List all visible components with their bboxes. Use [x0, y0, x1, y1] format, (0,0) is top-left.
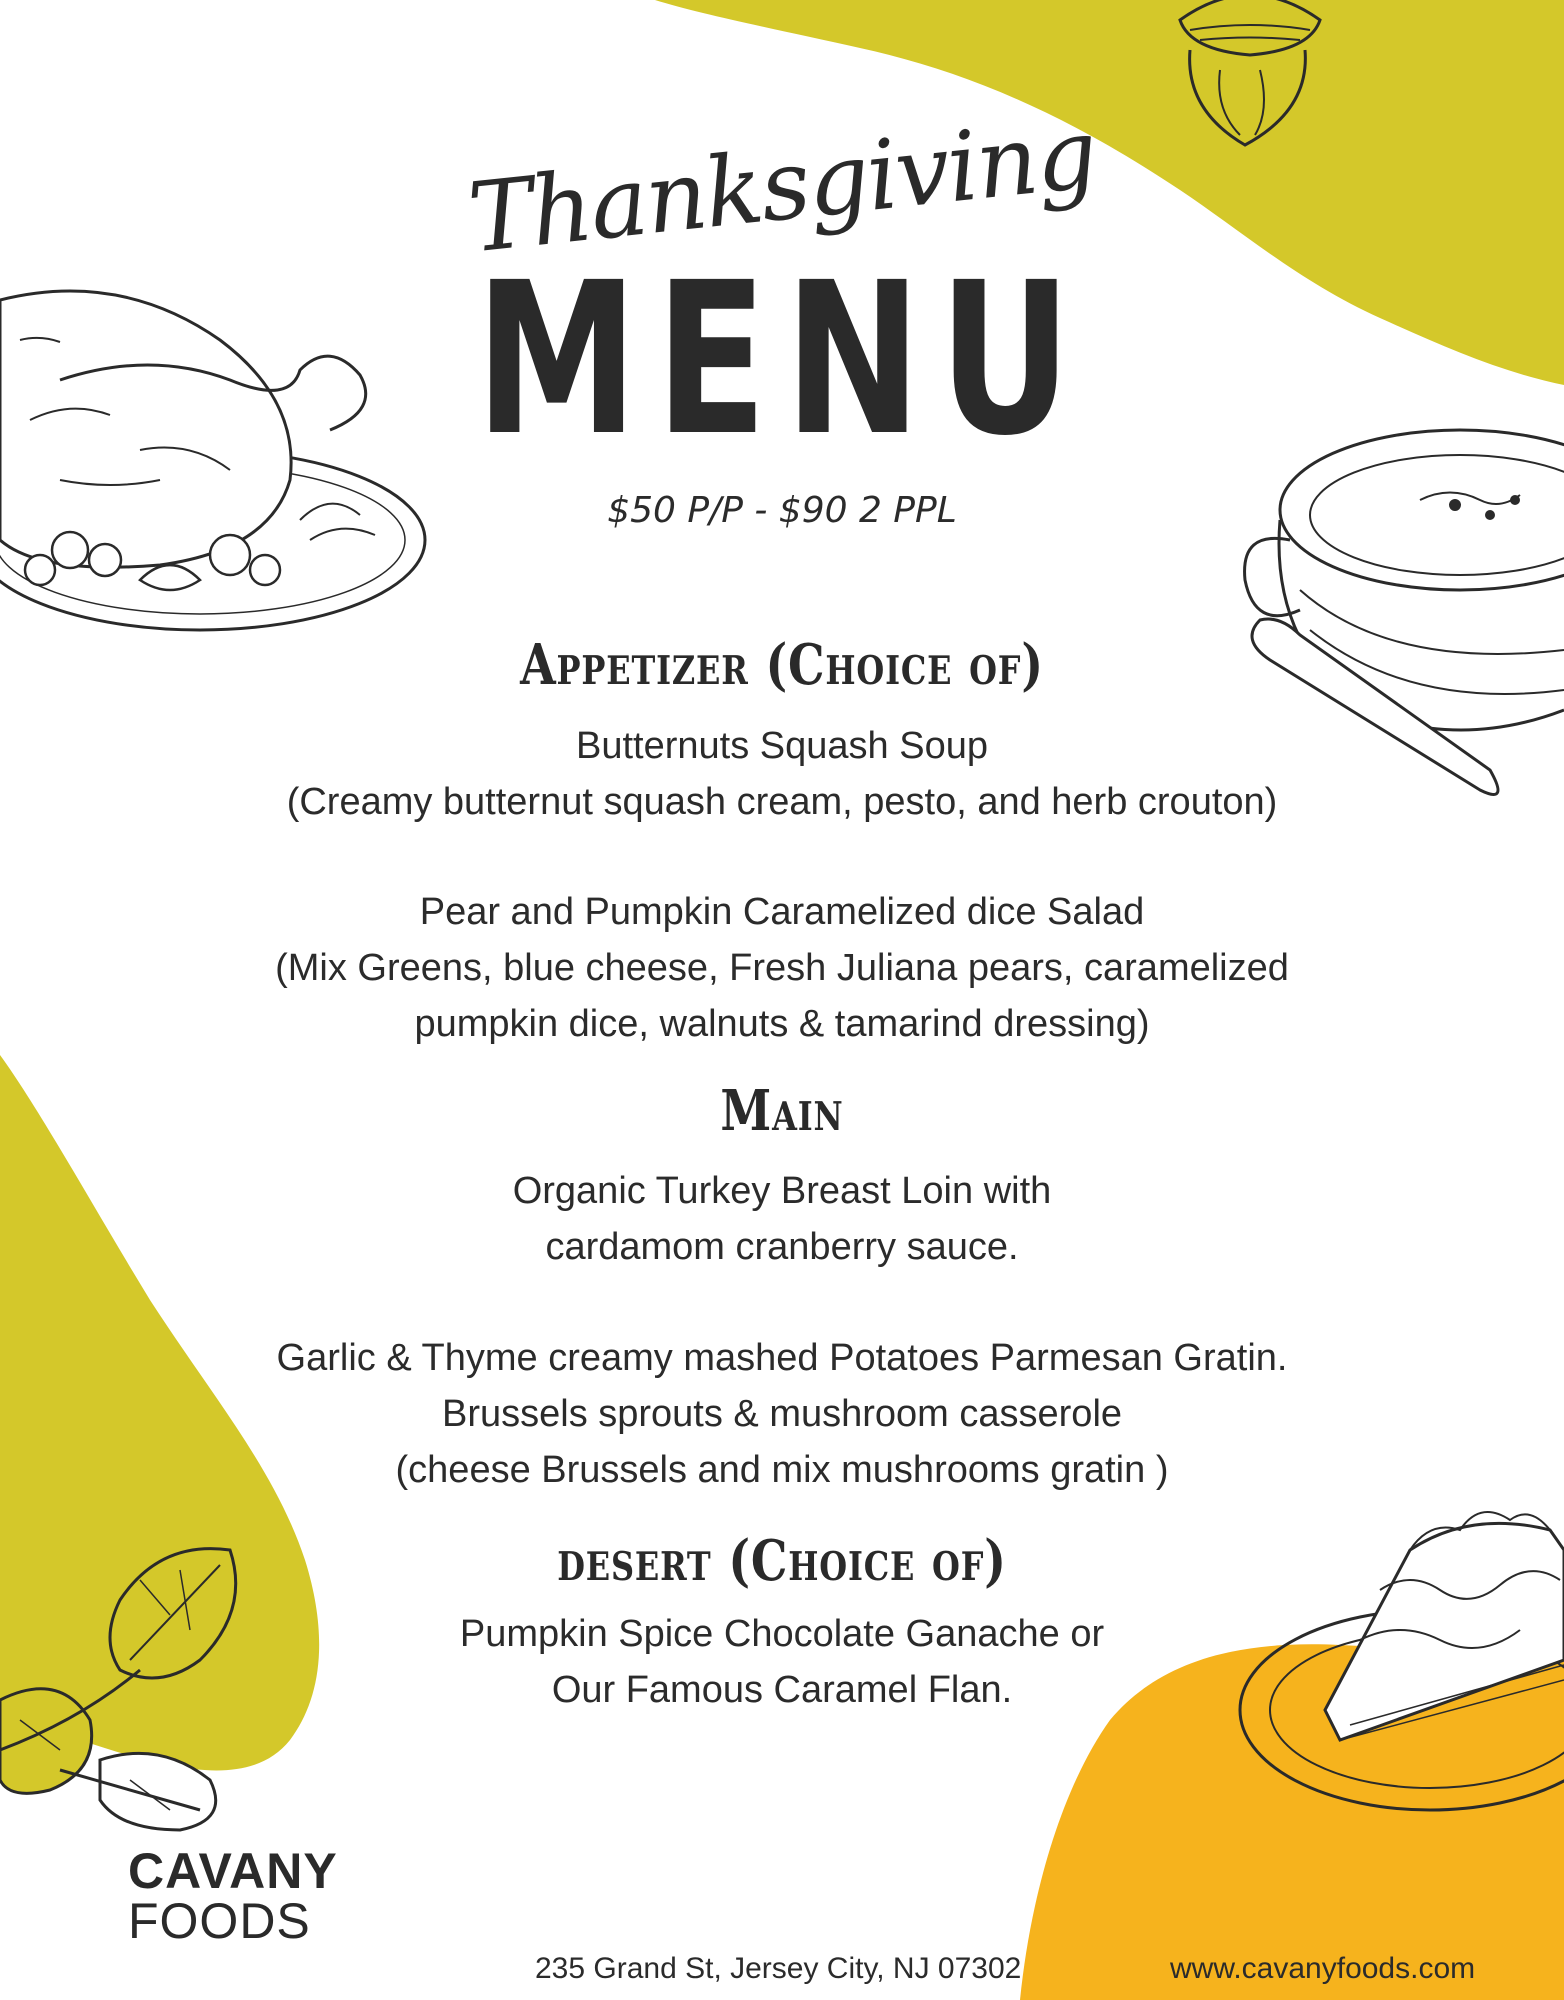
- appetizer-heading: Appetizer (Choice of): [520, 632, 1044, 698]
- logo-text-bottom: FOODS: [128, 1893, 311, 1949]
- menu-item-text: cardamom cranberry sauce.: [545, 1226, 1019, 1268]
- main-heading: Main: [720, 1078, 844, 1144]
- menu-item-description: (Creamy butternut squash cream, pesto, and herb crouton): [286, 781, 1278, 823]
- logo-text-top: CAVANY: [128, 1843, 338, 1899]
- menu-item-text: Pumpkin Spice Chocolate Ganache or: [459, 1613, 1105, 1655]
- website-link[interactable]: www.cavanyfoods.com: [1170, 1952, 1476, 1985]
- menu-item-text: Pear and Pumpkin Caramelized dice Salad: [419, 891, 1145, 933]
- menu-item-text: Our Famous Caramel Flan.: [551, 1669, 1013, 1711]
- menu-item-description: (cheese Brussels and mix mushrooms gratin ): [395, 1449, 1169, 1491]
- menu-item-description: pumpkin dice, walnuts & tamarind dressing): [414, 1003, 1150, 1045]
- page-title: MENU: [475, 237, 1089, 482]
- menu-item-description: (Mix Greens, blue cheese, Fresh Juliana pears, caramelized: [275, 947, 1289, 989]
- menu-item-text: Butternuts Squash Soup: [576, 725, 988, 767]
- menu-item-text: Garlic & Thyme creamy mashed Potatoes Parmesan Gratin.: [276, 1337, 1288, 1379]
- price-line: $50 P/P - $90 2 PPL: [607, 490, 957, 531]
- menu-item-text: Organic Turkey Breast Loin with: [512, 1170, 1052, 1212]
- menu-item-text: Brussels sprouts & mushroom casserole: [441, 1393, 1123, 1435]
- desert-heading: desert (Choice of): [557, 1528, 1007, 1594]
- address: 235 Grand St, Jersey City, NJ 07302: [535, 1952, 1022, 1985]
- script-title: Thanksgiving: [463, 97, 1101, 275]
